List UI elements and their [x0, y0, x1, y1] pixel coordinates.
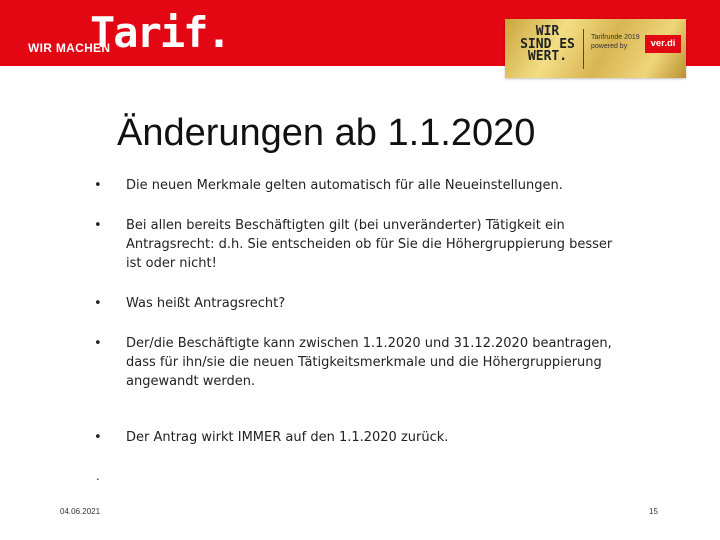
bullet-text: Der/die Beschäftigte kann zwischen 1.1.2020 und 31.12.2020 beantragen, dass für ihn/sie die neuen Tätigkeitsmerkmale und die Höhergruppierung angewandt werden. [126, 336, 612, 389]
stray-mark: . [96, 468, 100, 483]
badge-line-1: WIR [535, 24, 560, 39]
bullet-marker: • [94, 218, 102, 233]
bullet-marker: • [94, 430, 102, 445]
bullet-text: Was heißt Antragsrecht? [126, 296, 286, 311]
badge-sub-2: powered by [591, 43, 628, 50]
bullet-text: Bei allen bereits Beschäftigten gilt (bei unveränderter) Tätigkeit ein Antragsrecht: d.h. Sie entscheiden ob für Sie die Höhergruppierung besser ist oder nicht! [126, 218, 613, 271]
bullet-marker: • [94, 296, 102, 311]
bullet-marker: • [94, 336, 102, 351]
badge-line-3: WERT. [527, 49, 568, 64]
bullet-text: Der Antrag wirkt IMMER auf den 1.1.2020 zurück. [126, 430, 449, 445]
badge-divider [583, 29, 584, 69]
bullet-marker: • [94, 178, 102, 193]
verdi-logo: ver.di [645, 35, 681, 53]
bullet-text: Die neuen Merkmale gelten automatisch für alle Neueinstellungen. [126, 178, 563, 193]
badge-line-2: SIND ES [520, 36, 575, 52]
tarif-logo: Tarif. [90, 8, 230, 57]
badge-sub-1: Tarifrunde 2019 [591, 34, 640, 41]
footer-date: 04.06.2021 [60, 507, 101, 516]
badge-subtext [591, 33, 643, 51]
slide-title: Änderungen ab 1.1.2020 [117, 112, 536, 154]
badge-slogan [515, 26, 580, 64]
tagline: WIR MACHEN [28, 41, 111, 55]
campaign-badge [505, 19, 686, 78]
page-number: 15 [649, 507, 658, 516]
